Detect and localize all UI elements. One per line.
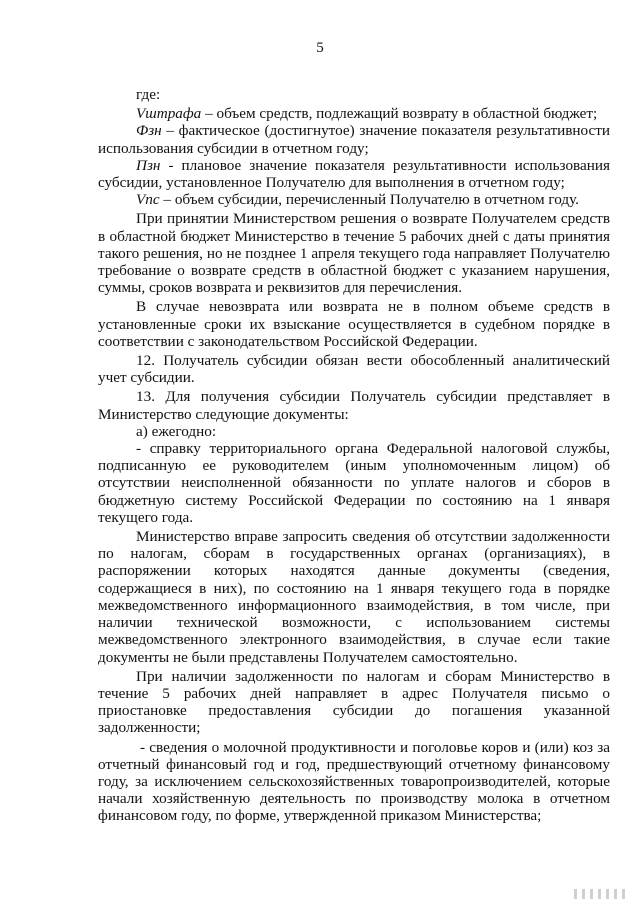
paragraph-return-decision: При принятии Министерством решения о возврате Получателем средств в областной бюджет Министерство в течение 5 рабочих дней с даты принятия такого решения, но не позднее 1 апреля текущего года направляет Получателю требование о возврате средств в областной бюджет с указанием нарушения, суммы, сроков возврата и реквизитов для перечисления.	[98, 210, 610, 297]
term-vps: Vпс	[136, 191, 160, 209]
term-v-fine: Vштрафа	[136, 105, 202, 123]
paragraph-debt: При наличии задолженности по налогам и сборам Министерство в течение 5 рабочих дней направляет в адрес Получателя письмо о приостановке предоставления субсидии до погашения указанной задолженности;	[98, 667, 610, 737]
term-fzn: Фзн	[136, 122, 162, 140]
paragraph-productivity-info: - сведения о молочной продуктивности и поголовье коров и (или) коз за отчетный финансовый год и год, предшествующий отчетному финансовому году, за исключением сельскохозяйственных товаропроизводителей, которые начали хозяйственную деятельность по производству молока в отчетном финансовом году, по форме, утвержденной приказом Министерства;	[98, 738, 610, 825]
term-pzn: Пзн	[136, 156, 161, 174]
paragraph-ministry-request: Министерство вправе запросить сведения об отсутствии задолженности по налогам, сборам в государственных органах (организациях), в распоряжении которых находятся данные документы (сведения, содержащиеся в них), по состоянию на 1 января текущего года в порядке межведомственного информационного взаимодействия, в том числе, при наличии технической возможности, с использованием системы межведомственного электронного взаимодействия, в случае если такие документы не были представлены Получателем самостоятельно.	[98, 528, 610, 666]
paragraph-12: 12. Получатель субсидии обязан вести обособленный аналитический учет субсидии.	[98, 352, 610, 387]
definition-vps-text: – объем субсидии, перечисленный Получателю в отчетном году.	[159, 191, 579, 209]
definition-v-fine	[98, 105, 610, 122]
paragraph-nonreturn: В случае невозврата или возврата не в полном объеме средств в установленные сроки их взыскание осуществляется в судебном порядке в соответствии с законодательством Российской Федерации.	[98, 298, 610, 350]
page-number: 5	[316, 40, 324, 56]
definition-fzn	[98, 122, 610, 156]
definition-fzn-text: – фактическое (достигнутое) значение показателя результативности использования субсидии в отчетном году;	[98, 122, 610, 157]
scan-artifact	[574, 889, 626, 899]
document-body	[98, 86, 610, 825]
paragraph-13-a-certificate: - справку территориального органа Федеральной налоговой службы, подписанную ее руководителем (иным уполномоченным лицом) об отсутствии неисполненной обязанности по уплате налогов и сборов в бюджетную систему Российской Федерации по состоянию на 1 января текущего года.	[98, 440, 610, 526]
definition-vps	[98, 191, 610, 208]
definition-pzn	[98, 157, 610, 191]
paragraph-13-a: а) ежегодно:	[136, 422, 217, 440]
where-label: где:	[136, 86, 161, 103]
definition-v-fine-text: – объем средств, подлежащий возврату в областной бюджет;	[201, 105, 598, 123]
paragraph-13: 13. Для получения субсидии Получатель субсидии представляет в Министерство следующие документы:	[98, 388, 610, 423]
definition-pzn-text: - плановое значение показателя результативности использования субсидии, установленное Получателю для выполнения в отчетном году;	[98, 156, 610, 192]
